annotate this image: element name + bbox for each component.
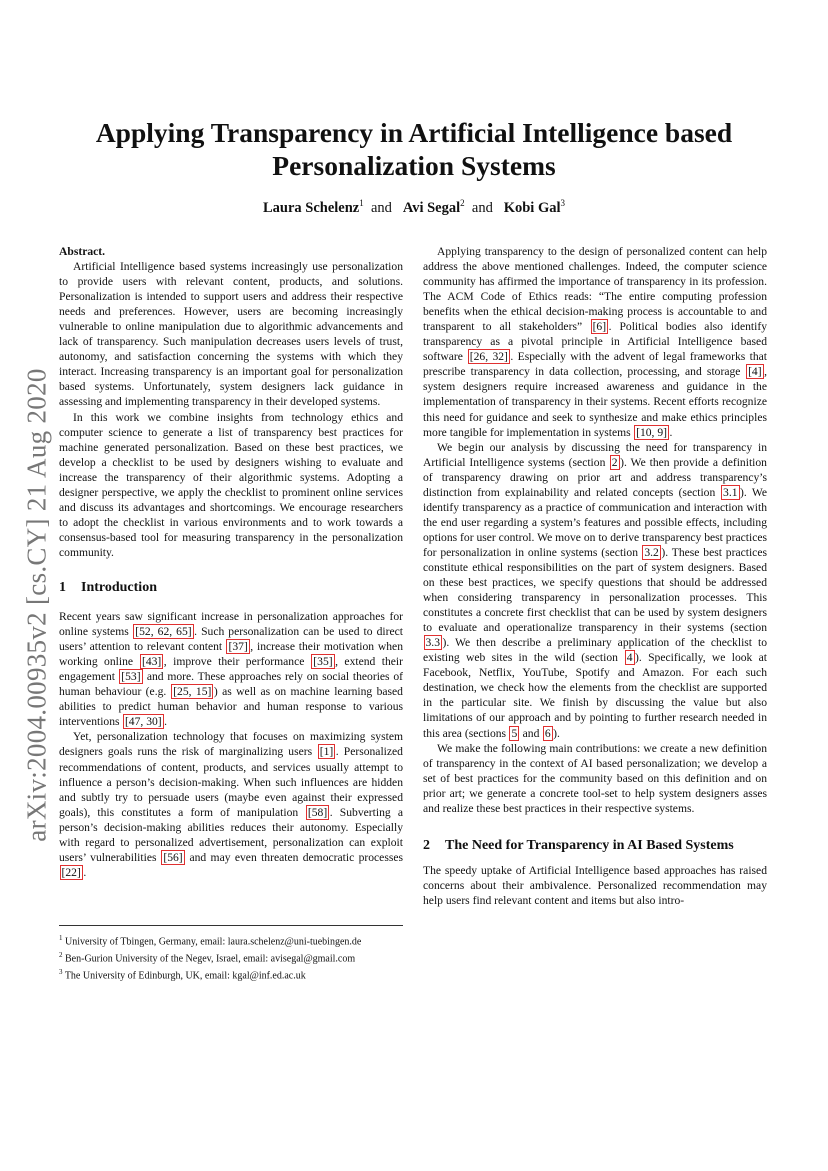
body-paragraph: The speedy uptake of Artificial Intelligence based approaches has raised concerns about their ambivalence. Personalized recommendation may help users find relevant content and items but also intro- xyxy=(423,863,767,907)
text-run: ). We then describe a preliminary application of the checklist to existing web sites in the wild (section xyxy=(423,636,767,665)
text-run: , extend their engagement xyxy=(59,655,403,684)
text-run: , system designers require increased awareness and guidance in the implementation of transparency in their systems. Recent efforts recognize this need for guidance and seek to synthesize and make ethics principles more tangible for implementation in systems xyxy=(423,365,767,439)
text-run: , increase their motivation when working online xyxy=(59,640,404,669)
footnote-number: 1 xyxy=(59,934,63,942)
citation-link[interactable]: [52, 62, 65] xyxy=(135,625,192,639)
citation-link[interactable]: [26, 32] xyxy=(469,350,508,364)
text-run: . Subverting a person’s decision-making abilities reduces their autonomy. Especially with regard to personalized advertisement, personalization can exploit users’ vulnerabilities xyxy=(59,805,403,864)
text-run: ). These best practices constitute ethical responsibilities on the part of system designers. Based on these best practices, we specify questions that should be addressed when considering transparency in personalization processes. This constitutes a concrete first checklist that can be used by system designers to evaluate and operationalize transparency in their systems (section xyxy=(423,545,767,635)
text-run: ). We then provide a definition of transparency drawing on prior art and address transparency’s distinction from explainability and related concepts (section xyxy=(423,455,767,499)
text-run: , improve their performance xyxy=(163,655,311,669)
abstract-paragraph: In this work we combine insights from technology ethics and computer science to generate a list of transparency best practices for machine generated personalization. Based on these best practices, we develop a checklist to be used by designers wishing to evaluate and increase the transparency of their algorithmic systems. Adopting a designer perspective, we apply the checklist to prominent online services and discuss its advantages and shortcomings. We encourage researchers to adopt the checklist in various environments and to work towards a consensus-based tool for measuring transparency in the personalization community. xyxy=(59,410,403,559)
author-name: Laura Schelenz xyxy=(262,199,360,216)
text-run: ). We identify transparency as a practice of communication and interaction with the end user regarding a system’s features and possible effects, including options for user control. We move on to derive transparency best practices for personalization in online systems (section xyxy=(423,485,767,559)
right-column xyxy=(423,244,767,908)
section-number: 1 xyxy=(59,579,66,595)
footnotes xyxy=(59,925,403,983)
section-link[interactable]: 3.3 xyxy=(425,636,440,650)
citation-link[interactable]: [43] xyxy=(141,655,162,669)
text-run: . xyxy=(669,425,673,439)
citation-link[interactable]: [35] xyxy=(313,655,333,669)
text-run: . xyxy=(83,865,87,879)
text-run: ). xyxy=(553,726,560,740)
author-name: Kobi Gal xyxy=(503,199,561,216)
section-link[interactable]: 6 xyxy=(544,726,551,740)
body-paragraph: We make the following main contributions: we create a new definition of transparency in the context of AI based personalization; we develop a set of best practices for the community based on this definition and on prior art; we generate a concrete tool-set to help system designers asses and realize these best practices in their respective systems. xyxy=(423,741,767,815)
citation-link[interactable]: [25, 15] xyxy=(173,685,212,699)
text-run: Yet, personalization technology that focuses on maximizing system designers goals runs the risk of marginalizing users xyxy=(59,730,403,759)
citation-link[interactable]: [37] xyxy=(228,640,248,654)
section-heading xyxy=(59,580,403,595)
section-link[interactable]: 3.2 xyxy=(644,545,659,559)
section-link[interactable]: 5 xyxy=(511,726,518,740)
author-affiliation-mark: 1 xyxy=(359,198,364,208)
author-affiliation-mark: 2 xyxy=(460,198,465,208)
text-run: . Such personalization can be used to direct users’ attention to relevant content xyxy=(59,625,403,654)
text-run: Applying transparency to the design of personalized content can help address the above mentioned challenges. Indeed, the computer science community has affirmed the importance of transparency in its profession. The ACM Code of Ethics reads: “The entire computing profession benefits when the ethical decision-making process is accountable to and transparent to all stakeholders” xyxy=(423,245,767,334)
author-separator: and xyxy=(371,199,392,216)
text-run: . Personalized recommendations of content, products, and services usually attempt to influence a person’s decision-making. When such influences are hidden and subtly try to persuade users (maybe even against their expressed goals), this constitutes a form of manipulation xyxy=(59,745,403,819)
footnote xyxy=(59,949,403,966)
body-paragraph xyxy=(423,244,767,440)
title-line-1: Applying Transparency in Artificial Intelligence based xyxy=(95,117,733,148)
text-run: . Political bodies also identify transparency as a pivotal principle in Artificial Intelligence based software xyxy=(423,320,767,364)
section-link[interactable]: 2 xyxy=(611,455,618,469)
section-heading xyxy=(423,838,767,853)
text-run: Recent years saw significant increase in personalization approaches for online systems xyxy=(59,610,403,639)
section-number: 2 xyxy=(423,837,430,853)
citation-link[interactable]: [47, 30] xyxy=(124,715,162,729)
text-run: ). Specifically, we look at Facebook, Netflix, YouTube, Spotify and Amazon. For each such destination, we check how the elements from the checklist are supported in the particular site. We finish by discussing the value but also limitations of our approach and by pointing to further research needed in this area (sections xyxy=(423,651,767,740)
abstract-heading: Abstract. xyxy=(59,245,106,258)
footnote-number: 2 xyxy=(59,951,63,960)
text-run: . Especially with the advent of legal frameworks that prescribe transparency in data collection, processing, and storage xyxy=(423,350,767,379)
footnote-text: The University of Edinburgh, UK, email: kgal@inf.ed.ac.uk xyxy=(64,970,306,982)
author-name: Avi Segal xyxy=(402,199,461,216)
text-run: and may even threaten democratic processes xyxy=(185,850,403,864)
author-list xyxy=(60,198,768,217)
footnote xyxy=(59,966,403,983)
text-run: and more. These approaches rely on social theories of human behaviour (e.g. xyxy=(59,670,403,699)
section-link[interactable]: 4 xyxy=(626,651,633,665)
title-line-2: Personalization Systems xyxy=(272,150,556,181)
section-title: The Need for Transparency in AI Based Systems xyxy=(445,837,734,853)
body-paragraph xyxy=(59,729,403,879)
author-separator: and xyxy=(471,199,493,216)
arxiv-identifier: arXiv:2004.00935v2 [cs.CY] 21 Aug 2020 xyxy=(21,368,52,842)
text-run: We begin our analysis by discussing the need for transparency in Artificial Intelligence systems (section xyxy=(423,440,767,469)
body-paragraph xyxy=(423,440,767,741)
paper-title xyxy=(60,116,768,182)
citation-link[interactable]: [6] xyxy=(592,320,607,334)
text-run: and xyxy=(519,726,543,740)
section-link[interactable]: 3.1 xyxy=(723,485,738,499)
author-affiliation-mark: 3 xyxy=(560,198,566,208)
citation-link[interactable]: [22] xyxy=(61,865,81,879)
citation-link[interactable]: [53] xyxy=(121,670,141,684)
citation-link[interactable]: [10, 9] xyxy=(636,425,668,439)
citation-link[interactable]: [1] xyxy=(319,745,334,759)
footnote-number: 3 xyxy=(59,968,63,977)
footnote xyxy=(59,932,403,949)
text-run: ) as well as on machine learning based abilities to predict human behavior and human response to various interventions xyxy=(59,685,403,729)
abstract-paragraph: Artificial Intelligence based systems increasingly use personalization to provide users with relevant content, products, and solutions. Personalization is intended to support users and address their respective needs and preferences. However, users are becoming increasingly vulnerable to online manipulation due to algorithmic advancements and lack of transparency. Such manipulation decreases users levels of trust, autonomy, and satisfaction concerning the systems with which they interact. Increasing transparency is an important goal for personalization based systems. Unfortunately, system designers lack guidance in assessing and implementing transparency in their developed systems. xyxy=(59,260,403,409)
citation-link[interactable]: [4] xyxy=(748,365,762,379)
citation-link[interactable]: [58] xyxy=(307,805,328,819)
footnote-text: Ben-Gurion University of the Negev, Israel, email: avisegal@gmail.com xyxy=(65,953,356,965)
citation-link[interactable]: [56] xyxy=(163,850,183,864)
footnote-text: University of Tbingen, Germany, email: laura.schelenz@uni-tuebingen.de xyxy=(65,936,362,948)
body-paragraph xyxy=(59,609,403,729)
arxiv-sidebar xyxy=(20,355,54,855)
text-run: . xyxy=(164,715,168,729)
left-column xyxy=(59,244,403,880)
section-title: Introduction xyxy=(81,579,157,595)
